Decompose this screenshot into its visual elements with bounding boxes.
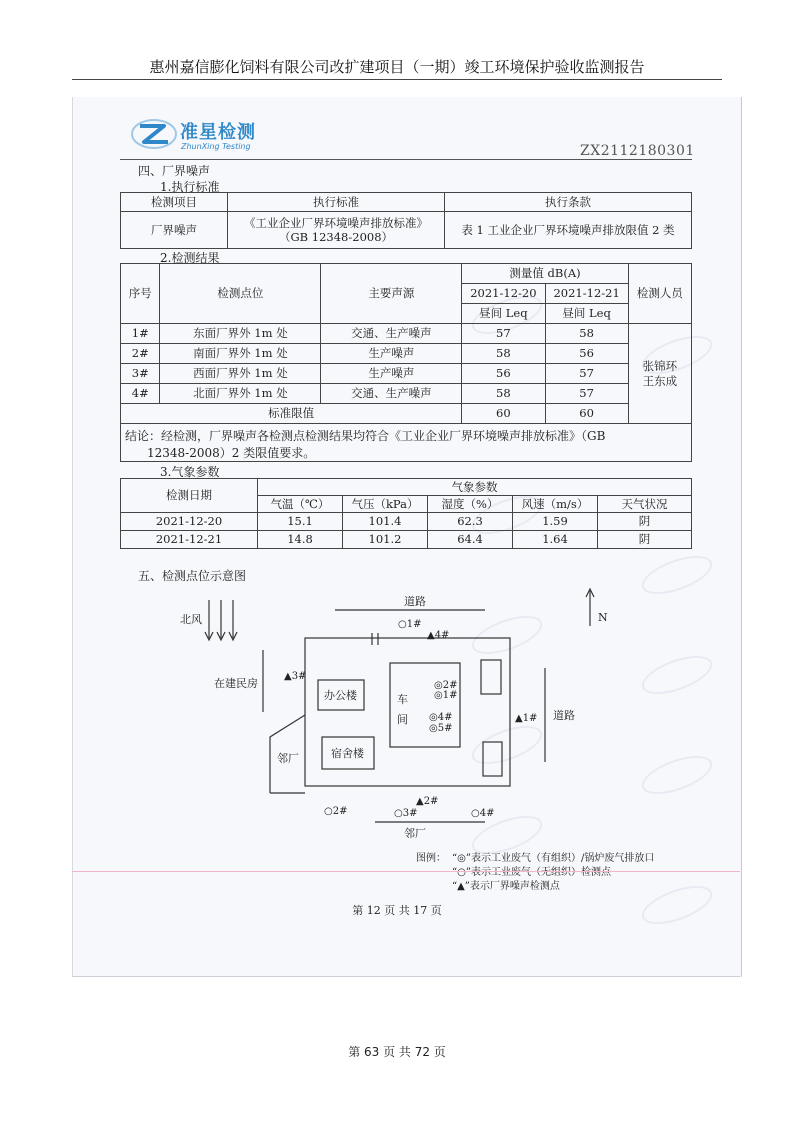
point-o4: ○4# bbox=[471, 808, 495, 819]
std-line1: 《工业企业厂界环境噪声排放标准》 bbox=[244, 215, 428, 230]
weather-hum: 62.3 bbox=[428, 513, 513, 531]
row-source: 交通、生产噪声 bbox=[321, 384, 462, 404]
workshop-label-2: 间 bbox=[397, 713, 408, 726]
section4-sub3: 3.气象参数 bbox=[160, 465, 220, 479]
inner-page-number: 第 12 页 共 17 页 bbox=[352, 904, 442, 917]
legend-title: 图例： bbox=[416, 853, 446, 864]
row-source: 生产噪声 bbox=[321, 344, 462, 364]
point-n2: ▲2# bbox=[416, 796, 439, 807]
result-header-source: 主要声源 bbox=[321, 264, 462, 324]
weather-date: 2021-12-20 bbox=[121, 513, 258, 531]
legend-item-2: “○”表示工业废气（无组织）检测点 bbox=[452, 867, 611, 878]
row-no: 1# bbox=[121, 324, 160, 344]
conclusion-line2: 12348-2008）2 类限值要求。 bbox=[147, 446, 316, 460]
conclusion-line1: 结论：经检测，厂界噪声各检测点检测结果均符合《工业企业厂界环境噪声排放标准》（GB bbox=[125, 429, 606, 443]
std-clause: 表 1 工业企业厂界环境噪声排放限值 2 类 bbox=[445, 212, 692, 249]
person-1: 张锦环 bbox=[642, 359, 678, 374]
road-right-label: 道路 bbox=[553, 709, 575, 722]
point-e5: ◎5# bbox=[429, 723, 453, 734]
row-value2: 57 bbox=[545, 384, 628, 404]
row-value1: 58 bbox=[462, 384, 545, 404]
north-wind-label: 北风 bbox=[180, 613, 202, 626]
weather-col-hum: 湿度（%） bbox=[428, 496, 513, 513]
result-header-leq1: 昼间 Leq bbox=[462, 304, 545, 324]
std-line2: （GB 12348-2008） bbox=[278, 230, 394, 244]
dorm-label: 宿舍楼 bbox=[331, 747, 364, 760]
result-header-point: 检测点位 bbox=[160, 264, 321, 324]
result-header-person: 检测人员 bbox=[628, 264, 691, 324]
point-n1: ▲1# bbox=[515, 713, 538, 724]
report-header-title: 惠州嘉信膨化饲料有限公司改扩建项目（一期）竣工环境保护验收监测报告 bbox=[149, 58, 645, 76]
legend-item-1: “◎”表示工业废气（有组织）/锅炉废气排放口 bbox=[452, 853, 655, 864]
office-label: 办公楼 bbox=[324, 689, 357, 702]
logo-name: 准星检测 bbox=[180, 122, 256, 143]
row-point: 西面厂界外 1m 处 bbox=[160, 364, 321, 384]
point-o3: ○3# bbox=[394, 808, 418, 819]
point-n3: ▲3# bbox=[284, 671, 307, 682]
row-no: 2# bbox=[121, 344, 160, 364]
section4-sub1: 1.执行标准 bbox=[160, 180, 220, 194]
section4-sub2: 2.检测结果 bbox=[160, 251, 220, 265]
side-building-1 bbox=[481, 660, 501, 694]
weather-status: 阴 bbox=[598, 513, 692, 531]
row-value1: 56 bbox=[462, 364, 545, 384]
weather-col-wind: 风速（m/s） bbox=[513, 496, 598, 513]
site-boundary bbox=[305, 638, 510, 786]
weather-wind: 1.64 bbox=[513, 531, 598, 549]
road-top-label: 道路 bbox=[404, 595, 426, 608]
side-building-2 bbox=[483, 742, 502, 776]
weather-temp: 14.8 bbox=[258, 531, 343, 549]
result-header-measure: 测量值 dB(A) bbox=[462, 264, 629, 284]
weather-status: 阴 bbox=[598, 531, 692, 549]
person-2: 王东成 bbox=[642, 373, 678, 388]
std-item: 厂界噪声 bbox=[121, 212, 228, 249]
std-header-item: 检测项目 bbox=[121, 193, 228, 212]
result-header-seq: 序号 bbox=[121, 264, 160, 324]
neighbor-bottom-label: 邻厂 bbox=[404, 827, 426, 840]
limit-value1: 60 bbox=[462, 404, 545, 424]
row-point: 南面厂界外 1m 处 bbox=[160, 344, 321, 364]
section5-title: 五、检测点位示意图 bbox=[138, 569, 247, 583]
row-source: 生产噪声 bbox=[321, 364, 462, 384]
legend-item-3: “▲”表示厂界噪声检测点 bbox=[452, 881, 560, 892]
workshop-label-1: 车 bbox=[397, 693, 408, 706]
weather-header-date: 检测日期 bbox=[121, 479, 258, 513]
north-label: N bbox=[598, 611, 608, 624]
std-header-clause: 执行条款 bbox=[445, 193, 692, 212]
row-point: 北面厂界外 1m 处 bbox=[160, 384, 321, 404]
row-no: 4# bbox=[121, 384, 160, 404]
weather-press: 101.4 bbox=[343, 513, 428, 531]
result-header-date1: 2021-12-20 bbox=[462, 284, 545, 304]
point-e1: ◎1# bbox=[434, 690, 458, 701]
building-left-label: 在建民房 bbox=[214, 677, 258, 690]
row-point: 东面厂界外 1m 处 bbox=[160, 324, 321, 344]
row-value2: 57 bbox=[545, 364, 628, 384]
weather-wind: 1.59 bbox=[513, 513, 598, 531]
scan-pink-line bbox=[72, 871, 740, 872]
section4-title: 四、厂界噪声 bbox=[138, 164, 211, 178]
limit-label: 标准限值 bbox=[121, 404, 462, 424]
weather-col-temp: 气温（℃） bbox=[258, 496, 343, 513]
row-value1: 57 bbox=[462, 324, 545, 344]
limit-value2: 60 bbox=[545, 404, 628, 424]
point-o1: ○1# bbox=[398, 619, 422, 630]
logo-subtitle: ZhunXing Testing bbox=[181, 142, 251, 151]
weather-hum: 64.4 bbox=[428, 531, 513, 549]
row-no: 3# bbox=[121, 364, 160, 384]
point-e4: ◎4# bbox=[429, 712, 453, 723]
weather-header-params: 气象参数 bbox=[258, 479, 692, 496]
weather-col-press: 气压（kPa） bbox=[343, 496, 428, 513]
result-header-leq2: 昼间 Leq bbox=[545, 304, 628, 324]
result-header-date2: 2021-12-21 bbox=[545, 284, 628, 304]
row-value2: 58 bbox=[545, 324, 628, 344]
neighbor-left-label: 邻厂 bbox=[277, 752, 299, 765]
weather-press: 101.2 bbox=[343, 531, 428, 549]
document-number: ZX2112180301 bbox=[580, 143, 695, 159]
weather-col-weather: 天气状况 bbox=[598, 496, 692, 513]
row-value2: 56 bbox=[545, 344, 628, 364]
point-o2: ○2# bbox=[324, 806, 348, 817]
weather-date: 2021-12-21 bbox=[121, 531, 258, 549]
point-n4: ▲4# bbox=[427, 630, 450, 641]
page-footer: 第 63 页 共 72 页 bbox=[348, 1045, 446, 1059]
weather-temp: 15.1 bbox=[258, 513, 343, 531]
std-header-standard: 执行标准 bbox=[228, 193, 445, 212]
row-value1: 58 bbox=[462, 344, 545, 364]
point-e2: ◎2# bbox=[434, 680, 458, 691]
row-source: 交通、生产噪声 bbox=[321, 324, 462, 344]
